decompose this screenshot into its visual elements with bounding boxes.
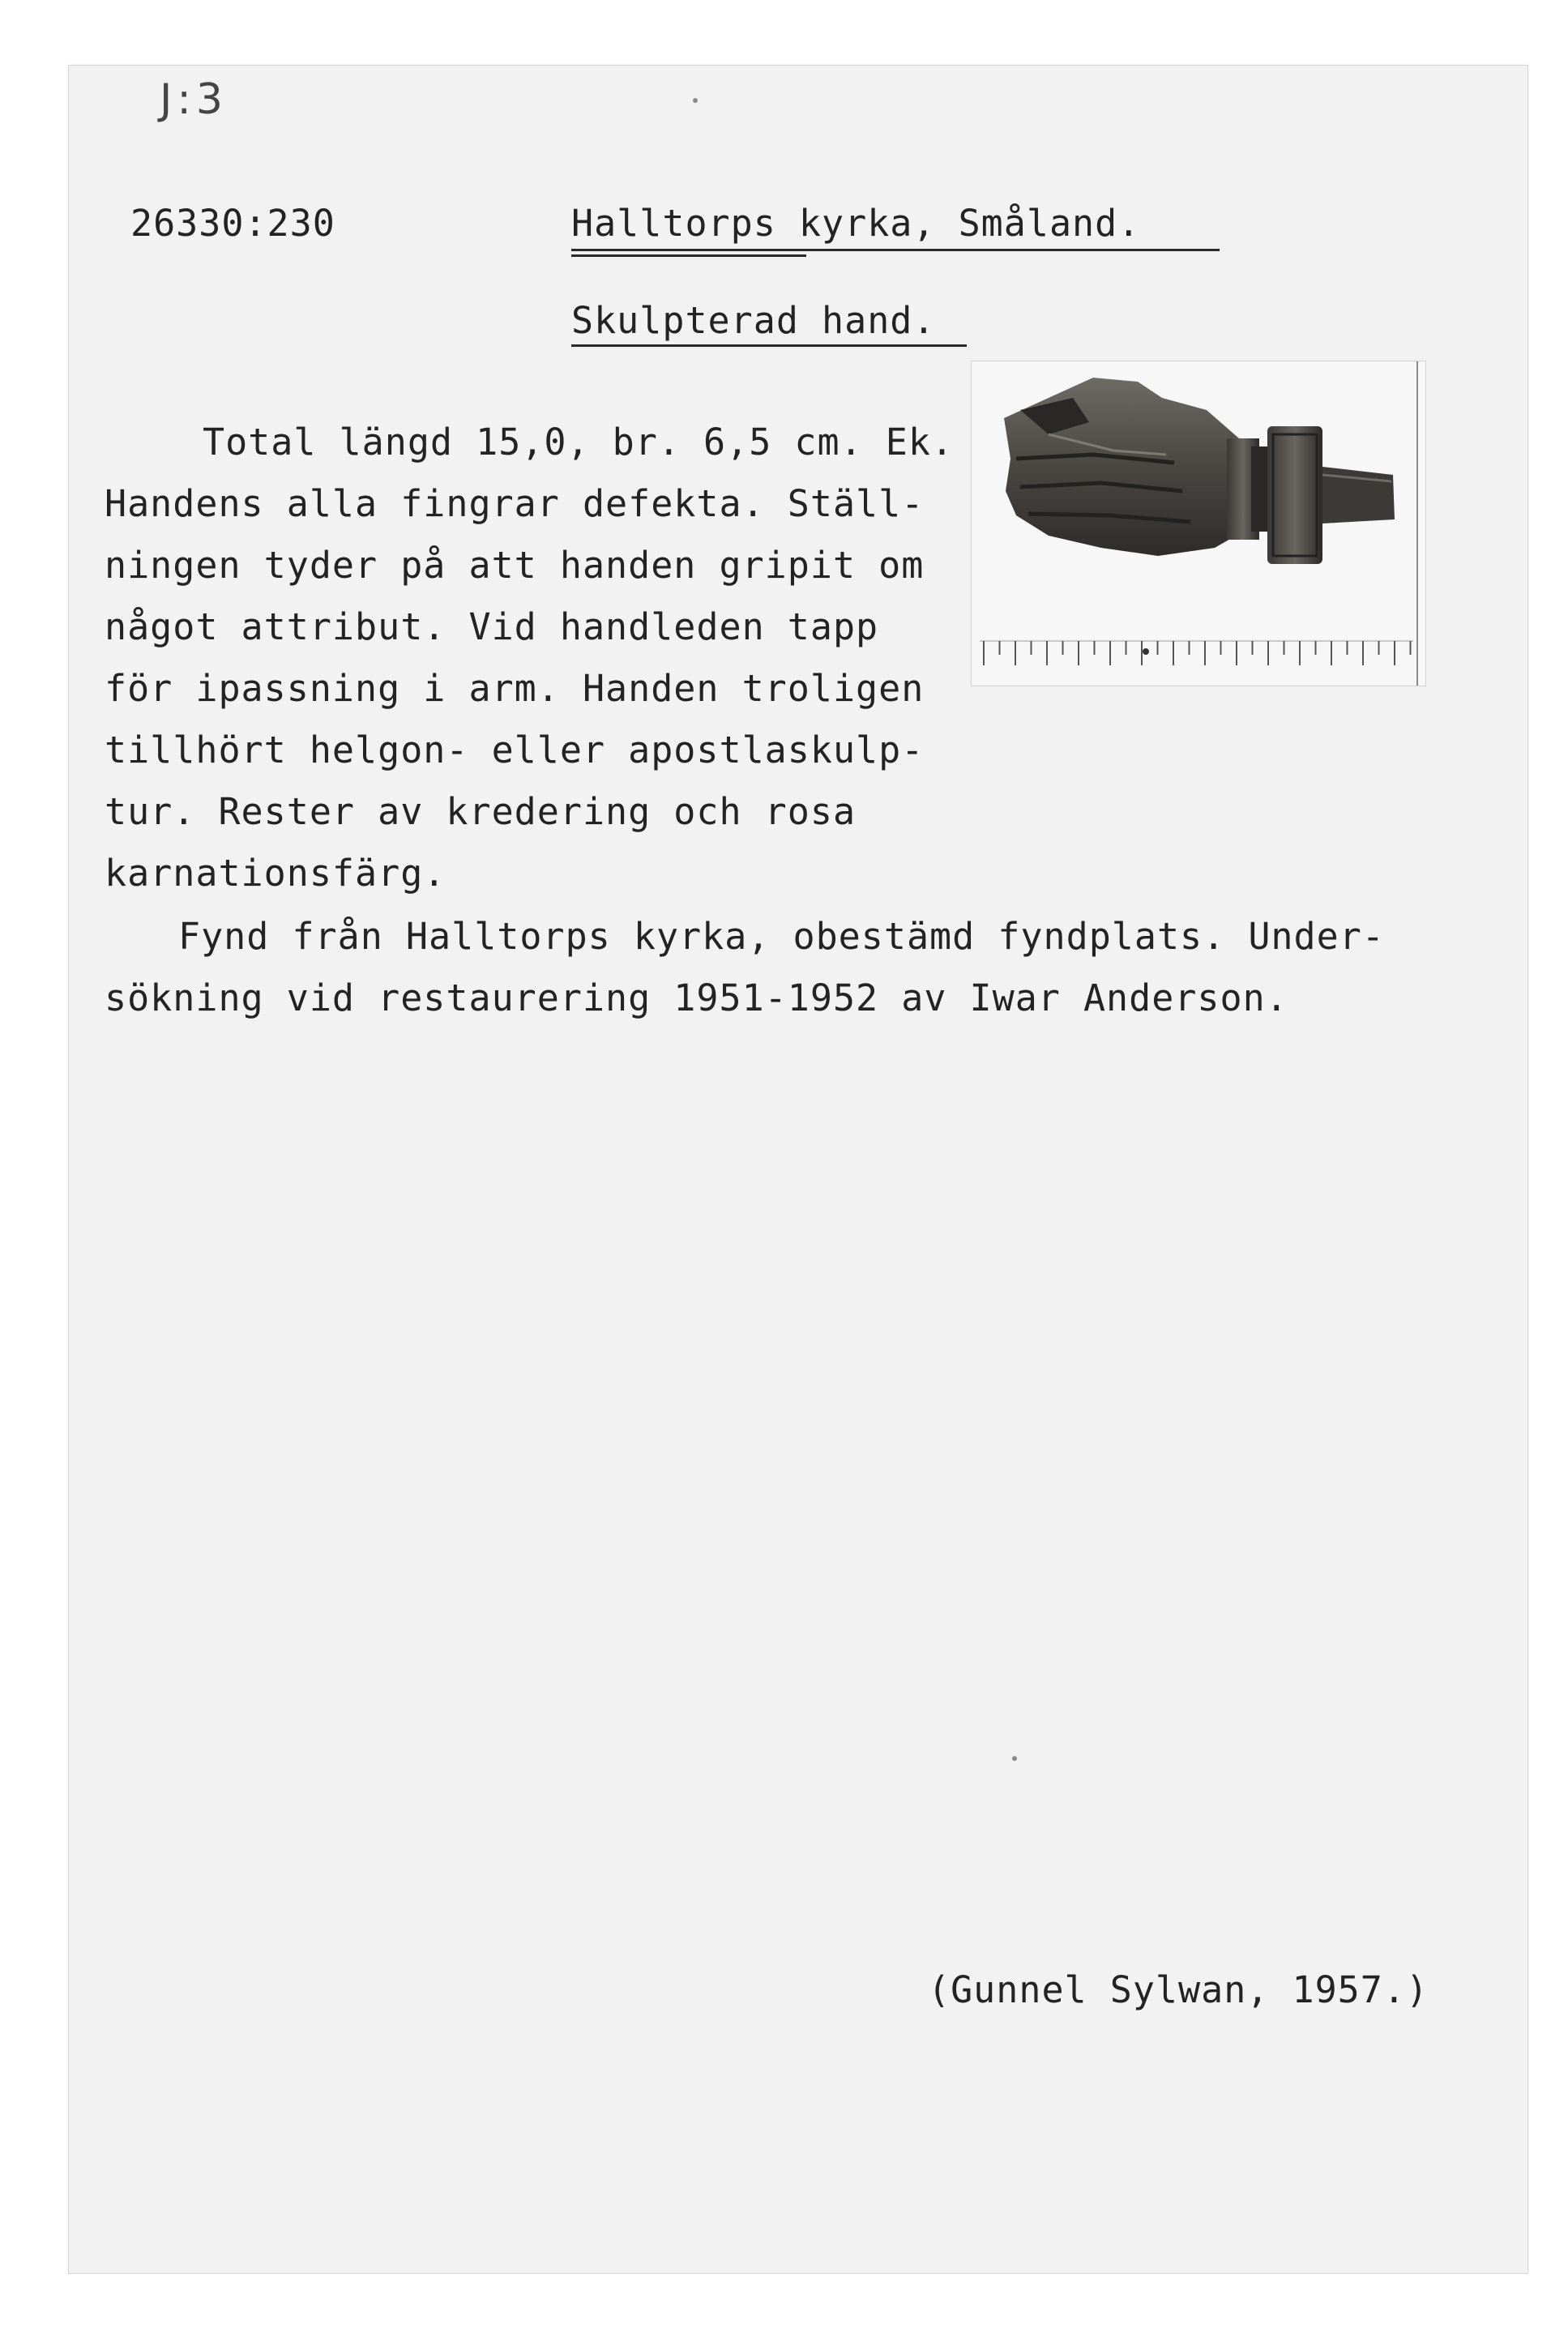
location-double-rule: [571, 254, 806, 257]
specks: [693, 98, 698, 103]
description-line-6: tillhört helgon- eller apostlaskulp-: [105, 729, 925, 771]
signature: (Gunnel Sylwan, 1957.): [928, 1968, 1429, 2011]
description-line-3: ningen tyder på att handen gripit om: [105, 544, 925, 587]
find-line-2: sökning vid restaurering 1951-1952 av Iwar Anderson.: [105, 976, 1288, 1019]
object-title-underline: [571, 344, 967, 347]
shelf-mark: J:3: [160, 75, 228, 124]
specks: [1012, 1756, 1017, 1761]
find-line-1: Fynd från Halltorps kyrka, obestämd fyndplats. Under-: [178, 915, 1385, 958]
description-line-4: något attribut. Vid handleden tapp: [105, 605, 879, 648]
description-line-7: tur. Rester av kredering och rosa: [105, 790, 857, 833]
description-line-2: Handens alla fingrar defekta. Ställ-: [105, 482, 925, 525]
description-line-1: Total längd 15,0, br. 6,5 cm. Ek.: [203, 421, 955, 464]
carved-hand-image: [972, 361, 1425, 686]
catalogue-number: 26330:230: [130, 202, 335, 245]
location-heading: Halltorps kyrka, Småland.: [571, 202, 1141, 245]
sculpture-photo: [971, 361, 1426, 686]
description-line-8: karnationsfärg.: [105, 852, 446, 895]
description-line-5: för ipassning i arm. Handen troligen: [105, 667, 925, 710]
object-title: Skulpterad hand.: [571, 299, 936, 342]
location-underline: [571, 249, 1220, 251]
